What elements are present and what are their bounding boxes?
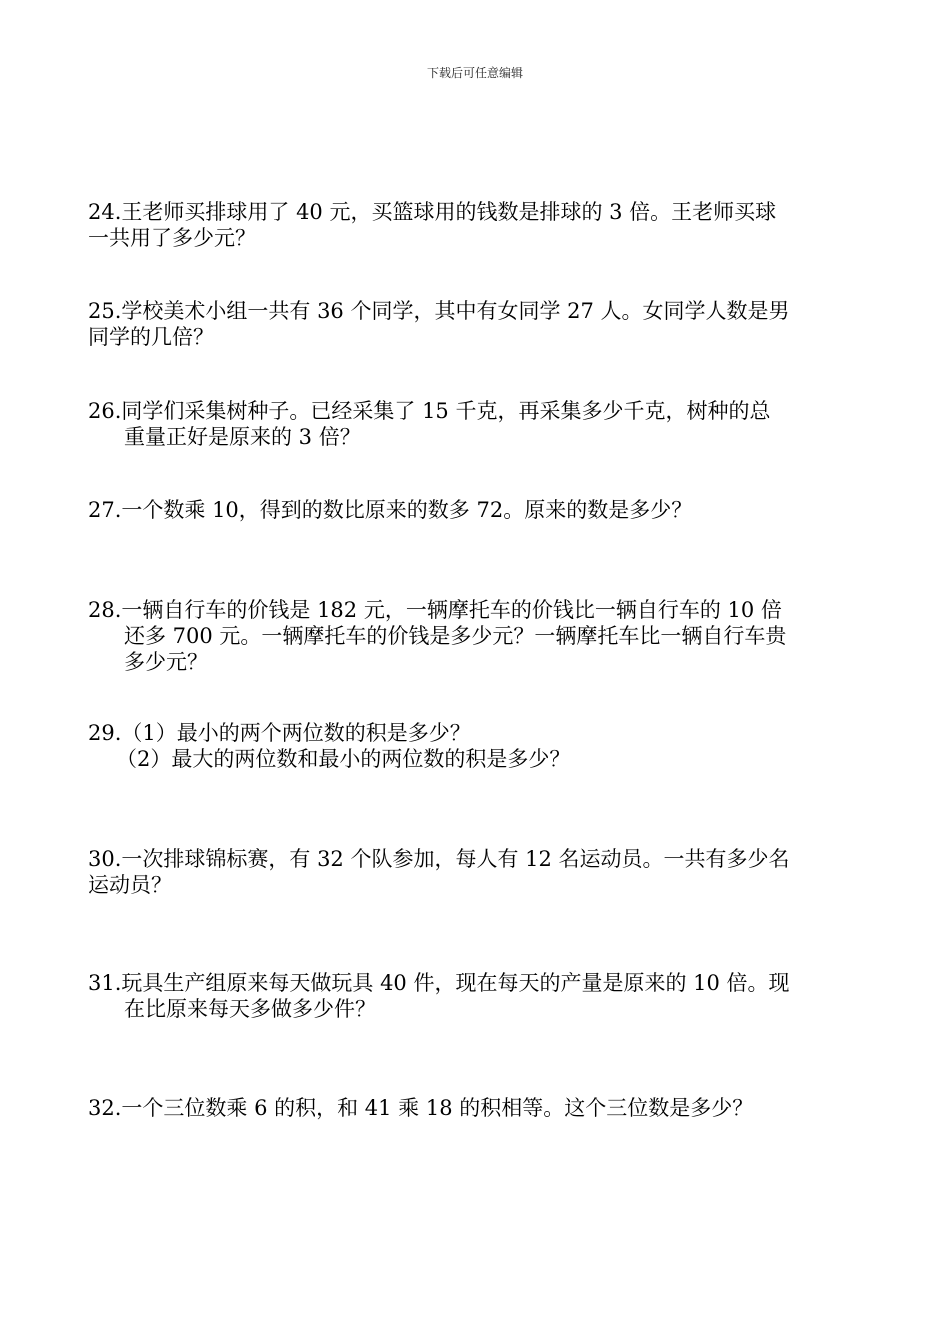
question-line: 重量正好是原来的 3 倍？ — [124, 425, 361, 449]
question-line: 27.一个数乘 10，得到的数比原来的数多 72。原来的数是多少？ — [88, 498, 693, 522]
question-31 — [88, 970, 868, 1022]
question-line: 在比原来每天多做多少件？ — [124, 997, 376, 1021]
question-26 — [88, 398, 868, 450]
question-line: 运动员？ — [88, 873, 172, 897]
question-line: 多少元？ — [124, 650, 208, 674]
question-24 — [88, 199, 868, 251]
question-line: 同学的几倍？ — [88, 325, 214, 349]
question-line: 还多 700 元。一辆摩托车的价钱是多少元？一辆摩托车比一辆自行车贵 — [124, 624, 787, 648]
page-header: 下载后可任意编辑 — [426, 66, 523, 80]
question-line: 29.（1）最小的两个两位数的积是多少？ — [88, 721, 471, 745]
question-line: 25.学校美术小组一共有 36 个同学，其中有女同学 27 人。女同学人数是男 — [88, 299, 790, 323]
question-30 — [88, 846, 868, 898]
question-line: 32.一个三位数乘 6 的积，和 41 乘 18 的积相等。这个三位数是多少？ — [88, 1096, 754, 1120]
question-line: 26.同学们采集树种子。已经采集了 15 千克，再采集多少千克，树种的总 — [88, 399, 771, 423]
question-line: 30.一次排球锦标赛，有 32 个队参加，每人有 12 名运动员。一共有多少名 — [88, 847, 790, 871]
question-line: 31.玩具生产组原来每天做玩具 40 件，现在每天的产量是原来的 10 倍。现 — [88, 971, 790, 995]
question-27 — [88, 497, 868, 523]
question-line: 一共用了多少元？ — [88, 226, 256, 250]
question-line: （2）最大的两位数和最小的两位数的积是多少？ — [116, 747, 571, 771]
question-28 — [88, 597, 868, 675]
question-25 — [88, 298, 868, 350]
question-29 — [88, 720, 868, 772]
question-line: 28.一辆自行车的价钱是 182 元，一辆摩托车的价钱比一辆自行车的 10 倍 — [88, 598, 782, 622]
question-32 — [88, 1095, 868, 1121]
question-line: 24.王老师买排球用了 40 元，买篮球用的钱数是排球的 3 倍。王老师买球 — [88, 200, 777, 224]
